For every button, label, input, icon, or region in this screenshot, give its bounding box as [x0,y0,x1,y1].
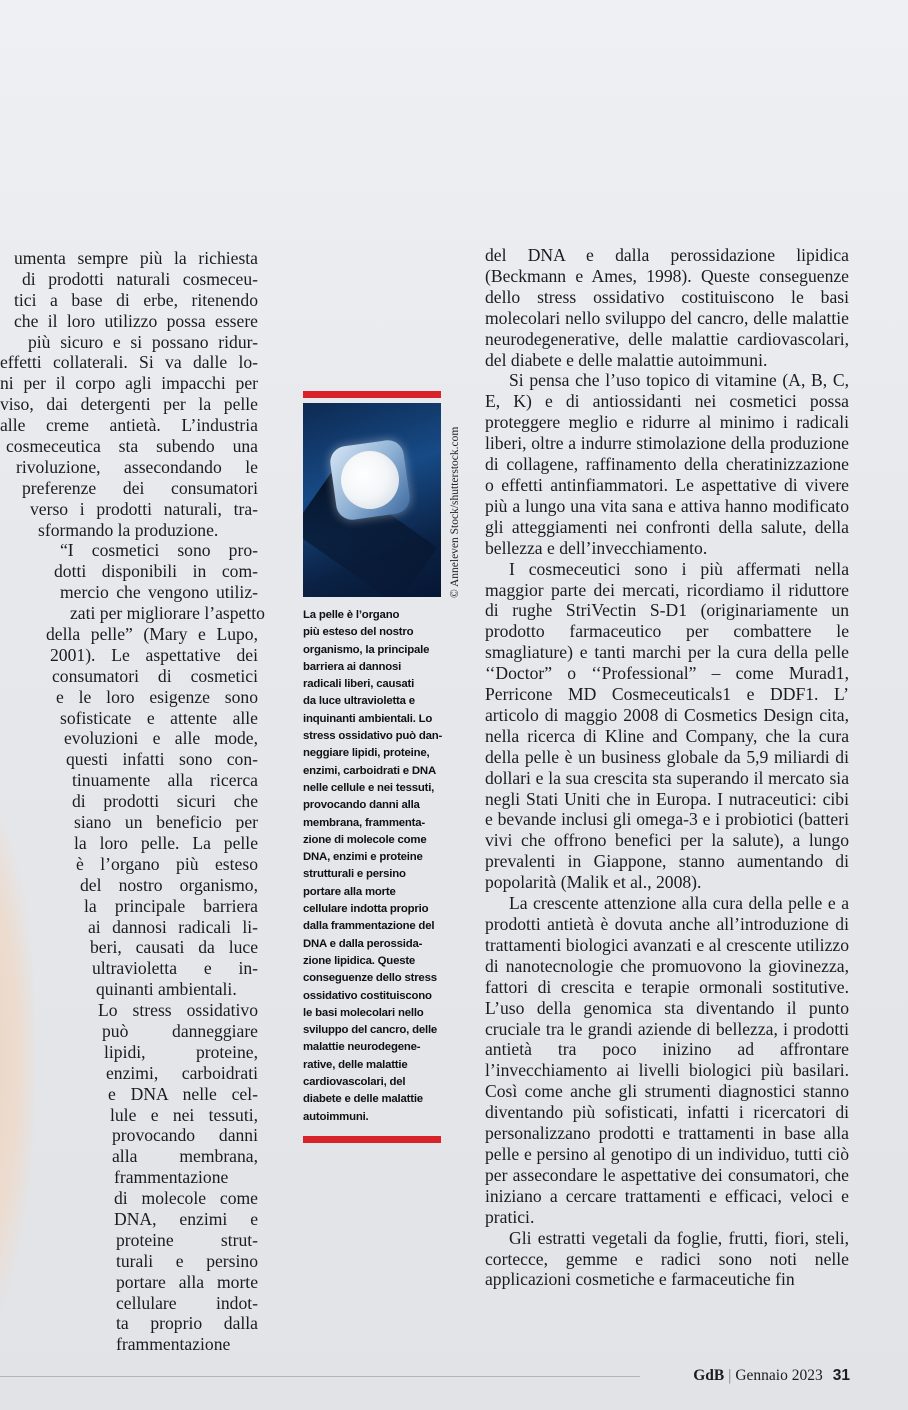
caption-line: enzimi, carboidrati e DNA [303,764,436,777]
footer-rule [0,1376,640,1377]
left-column-line: di prodotti naturali cosmeceu- [22,268,258,289]
left-column-line: alla membrana, [112,1146,258,1167]
left-column-line: consumatori di cosmetici [52,665,258,686]
magazine-brand: GdB [693,1367,725,1384]
right-text-column [485,245,849,1290]
paragraph: Gli estratti vegetali da foglie, frutti, fiori, steli, cortecce, gemme e radici sono noti nelle applicazioni cosmetiche e farmaceutiche fin [485,1227,849,1290]
left-column-line: provocando danni [112,1125,258,1146]
left-column-line: beri, causati da luce [90,937,258,958]
issue-date: Gennaio 2023 [735,1367,823,1384]
left-column-line: proteine strut- [116,1229,258,1250]
left-column-line: sformando la produzione. [38,519,219,540]
left-column-line: “I cosmetici sono pro- [60,540,258,561]
left-column-line: portare alla morte [116,1271,258,1292]
left-column-line: questi infatti sono con- [66,749,258,770]
caption-line: stress ossidativo può dan- [303,730,443,743]
left-column-line: tici a base di erbe, ritenendo [14,289,258,310]
page-footer [693,1367,850,1385]
left-column-line: cellulare indot- [116,1292,258,1313]
caption-line: diabete e delle malattie [303,1093,423,1106]
left-column-line: è l’organo più esteso [76,853,258,874]
caption-line: più esteso del nostro [303,626,414,639]
left-column-line: e DNA nelle cel- [108,1083,258,1104]
caption-line: La pelle è l’organo [303,609,400,621]
caption-line: organismo, la principale [303,643,430,656]
caption-line: da luce ultravioletta e [303,695,415,708]
left-text-column [0,248,265,1355]
caption-line: strutturali e persino [303,868,406,881]
left-column-line: frammentazione [114,1167,229,1188]
left-column-line: siano un beneficio per [74,812,258,833]
caption-line: provocando danni alla [303,799,420,812]
caption-line: zione lipidica. Queste [303,954,416,967]
left-column-line: evoluzioni e alle mode, [64,728,258,749]
caption-line: dalla frammentazione del [303,920,435,933]
caption-line: zione di molecole come [303,833,427,846]
left-column-line: della pelle” (Mary e Lupo, [46,624,258,645]
left-column-line: e le loro esigenze sono [56,686,258,707]
left-column-line: zati per migliorare l’aspetto [70,603,265,624]
left-column-line: sofisticate e attente alle [60,707,258,728]
caption-line: neggiare lipidi, proteine, [303,747,430,760]
caption-line: sviluppo del cancro, delle [303,1024,438,1037]
left-column-line: Lo stress ossidativo [98,1000,258,1021]
left-column-line: effetti collaterali. Si va dalle lo- [0,352,258,373]
left-column-line: la principale barriera [84,895,258,916]
left-column-line: frammentazione [116,1334,231,1355]
page-number: 31 [832,1367,850,1384]
left-column-line: mercio che vengono utiliz- [60,582,258,603]
left-column-line: enzimi, carboidrati [106,1062,258,1083]
left-column-line: tinuamente alla ricerca [72,770,258,791]
left-column-line: cosmeceutica sta subendo una [6,436,258,457]
left-column-line: preferenze dei consumatori [22,477,258,498]
caption-line: le basi molecolari nello [303,1006,424,1019]
left-column-line: turali e persino [116,1250,258,1271]
paragraph: La crescente attenzione alla cura della pelle e a prodotti antietà è dovuta anche all’introduzione di trattamenti biologici avanzati e al crescente utilizzo di nanotecnologie che promuovono la giovinezza, fattori di crescita e terapie ormonali sostitutive. L’uso della genomica sta diventando il punto cruciale tra le grandi aziende di bellezza, i prodotti antietà tra poco inizino ad affrontare l’invecchiamento ai livelli biologici più basilari. Così come anche gli strumenti diagnostici stanno diventando più sofisticati, infatti i ricercatori di personalizzano prodotti e trattamenti in base alla pelle e persino al genotipo di un individuo, tutti ciò per assecondare le aspettative dei consumatori, che iniziano a cercare trattamenti e efficaci, veloci e pratici. [485,893,849,1227]
caption-line: cellulare indotta proprio [303,903,429,916]
caption-line: DNA, enzimi e proteine [303,851,423,864]
paragraph: Si pensa che l’uso topico di vitamine (A, B, C, E, K) e di antiossidanti nei cosmetici possa proteggere meglio e ridurre al minimo i radicali liberi, oltre a indurre stimolazione della produzione di collagene, raffinamento della cheratinizzazione o effetti antinfiammatori. Le aspettative di vivere più a lungo una vita sana e attiva hanno modificato gli atteggiamenti nei confronti della salute, della bellezza e dell’invecchiamento. [485,370,849,558]
caption-line: radicali liberi, causati [303,678,415,691]
caption-bottom-rule [303,1136,441,1143]
left-column-line: umenta sempre più la richiesta [14,248,258,268]
caption-line: cardiovascolari, del [303,1076,406,1089]
left-column-line: lipidi, proteine, [104,1041,258,1062]
left-column-line: quinanti ambientali. [96,979,237,1000]
caption-line: rative, delle malattie [303,1058,408,1071]
caption-top-rule [303,391,441,398]
caption-line: nelle cellule e nei tessuti, [303,781,435,794]
left-column-line: di prodotti sicuri che [72,791,258,812]
cream-jar-photo [303,403,441,597]
left-column-line: che il loro utilizzo possa essere [14,310,258,331]
left-column-line: più sicuro e si possano ridur- [28,331,258,352]
photo-credit: © Anneleven Stock/shutterstock.com [449,426,461,598]
left-column-line: ultravioletta e in- [92,958,258,979]
caption-line: autoimmuni. [303,1110,369,1123]
left-column-line: dotti disponibili in com- [54,561,258,582]
left-column-line: viso, dai detergenti per la pelle [0,394,258,415]
left-column-line: DNA, enzimi e [114,1208,258,1229]
photo-caption [303,607,441,1126]
caption-line: DNA e dalla perossida- [303,937,423,950]
left-column-line: rivoluzione, assecondando le [16,456,258,477]
caption-line: conseguenze dello stress [303,972,437,985]
caption-line: malattie neurodegene- [303,1041,421,1054]
left-column-line: alle creme antietà. L’industria [0,415,258,436]
caption-line: inquinanti ambientali. Lo [303,712,433,725]
left-column-line: può danneggiare [102,1020,258,1041]
footer-separator: | [728,1367,732,1384]
photo-caption-box [303,391,441,1143]
left-column-line: 2001). Le aspettative dei [50,644,258,665]
left-column-line: la loro pelle. La pelle [74,832,258,853]
paragraph: I cosmeceutici sono i più affermati nella maggior parte dei mercati, ricordiamo il riduttore di rughe StriVectin S-D1 (originariamente un prodotto farmaceutico per combattere le smagliature) e tanti marchi per la cura della pelle ‘‘Doctor” o ‘‘Professional” – come Murad1, Perricone MD Cosmeceuticals1 e DDF1. L’ articolo di maggio 2008 di Cosmetics Design cita, nella ricerca di Kline and Company, che la cura della pelle è un business globale da 5,9 miliardi di dollari e la sua crescita sta superando il mercato sia negli Stati Uniti che in Europa. I nutraceutici: cibi e bevande inclusi gli omega-3 e i probiotici (batteri vivi che offrono benefici per la salute), a lungo prevalenti in Giappone, stanno aumentando di popolarità (Malik et al., 2008). [485,558,849,893]
left-column-line: del nostro organismo, [80,874,258,895]
caption-line: barriera ai dannosi [303,660,402,673]
left-column-line: ai dannosi radicali li- [88,916,258,937]
left-column-line: ni per il corpo agli impacchi per [0,373,258,394]
left-column-line: ta proprio dalla [116,1313,258,1334]
caption-line: portare alla morte [303,885,396,898]
left-column-line: lule e nei tessuti, [110,1104,258,1125]
caption-line: ossidativo costituiscono [303,989,432,1002]
left-column-line: verso i prodotti naturali, tra- [30,498,258,519]
caption-line: membrana, frammenta- [303,816,425,829]
paragraph: del DNA e dalla perossidazione lipidica (Beckmann e Ames, 1998). Queste conseguenze dello stress ossidativo costituiscono le basi molecolari nello sviluppo del cancro, delle malattie neurodegenerative, delle malattie cardiovascolari, del diabete e delle malattie autoimmuni. [485,245,849,370]
left-column-line: di molecole come [114,1188,258,1209]
